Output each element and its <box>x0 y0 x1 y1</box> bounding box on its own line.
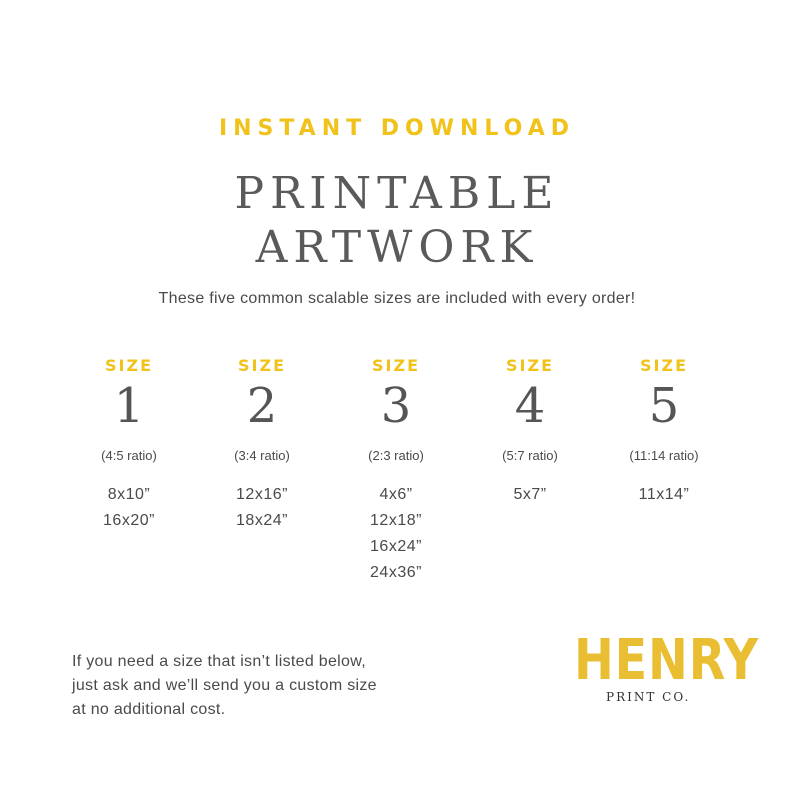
dimension-item: 11x14” <box>638 486 690 503</box>
dimension-item: 8x10” <box>107 486 151 503</box>
logo-tagline: PRINT CO. <box>606 690 691 704</box>
size-label: SIZE <box>371 356 420 375</box>
size-column-5 <box>594 356 734 508</box>
size-dimensions <box>192 482 332 534</box>
dimension-item: 12x18” <box>370 512 422 529</box>
size-number: 2 <box>246 378 278 434</box>
size-label: SIZE <box>505 356 554 375</box>
dimension-item: 24x36” <box>370 564 422 581</box>
size-label: SIZE <box>237 356 286 375</box>
size-column-2 <box>192 356 332 534</box>
size-number: 5 <box>648 378 680 434</box>
page-title-line-2: ARTWORK <box>255 222 539 273</box>
custom-size-note <box>72 650 452 722</box>
size-ratio: (4:5 ratio) <box>101 448 157 463</box>
size-number: 1 <box>113 378 145 434</box>
logo-wordmark: HENRY <box>574 628 759 693</box>
sizes-grid <box>0 356 794 596</box>
note-line: If you need a size that isn’t listed below, <box>72 653 366 670</box>
size-ratio: (2:3 ratio) <box>368 448 424 463</box>
brand-logo <box>574 628 759 704</box>
size-dimensions <box>460 482 600 508</box>
size-dimensions <box>59 482 199 534</box>
page-title-line-1: PRINTABLE <box>234 168 560 219</box>
size-ratio: (3:4 ratio) <box>234 448 290 463</box>
size-column-1 <box>59 356 199 534</box>
size-label: SIZE <box>639 356 688 375</box>
size-column-3 <box>326 356 466 586</box>
size-column-4 <box>460 356 600 508</box>
dimension-item: 4x6” <box>379 486 413 503</box>
size-dimensions <box>594 482 734 508</box>
dimension-item: 18x24” <box>236 512 288 529</box>
size-ratio: (5:7 ratio) <box>502 448 558 463</box>
subtitle: These five common scalable sizes are included with every order! <box>158 290 636 307</box>
note-line: at no additional cost. <box>72 701 226 718</box>
dimension-item: 12x16” <box>236 486 288 503</box>
size-dimensions <box>326 482 466 586</box>
dimension-item: 16x20” <box>103 512 155 529</box>
note-line: just ask and we’ll send you a custom size <box>72 677 377 694</box>
dimension-item: 5x7” <box>513 486 547 503</box>
size-ratio: (11:14 ratio) <box>629 448 699 463</box>
kicker-heading: INSTANT DOWNLOAD <box>218 116 576 141</box>
size-number: 4 <box>514 378 546 434</box>
size-number: 3 <box>380 378 412 434</box>
dimension-item: 16x24” <box>370 538 422 555</box>
size-label: SIZE <box>104 356 153 375</box>
